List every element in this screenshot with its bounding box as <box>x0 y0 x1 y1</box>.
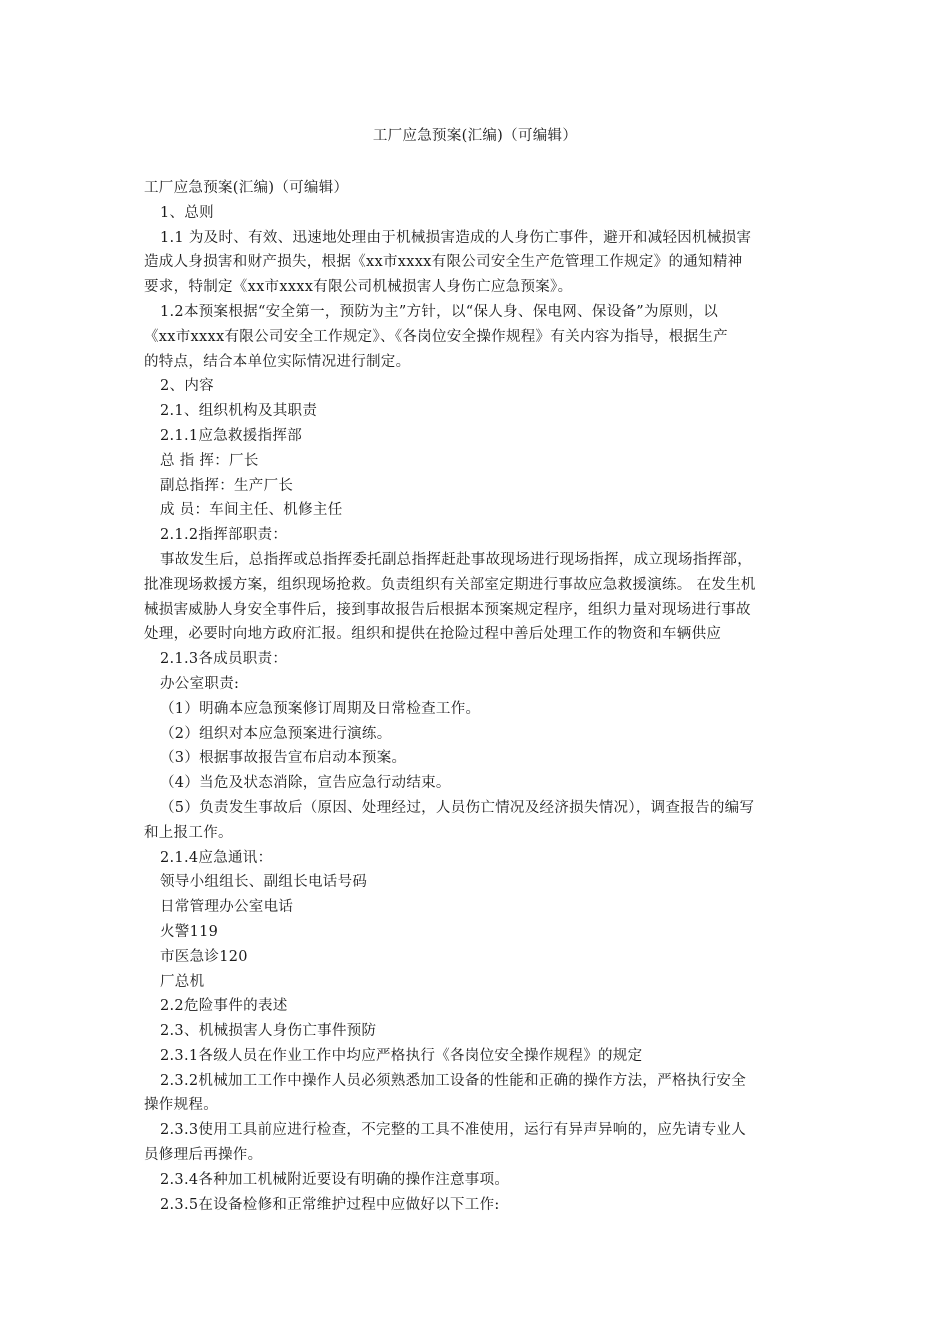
text-line: 副总指挥：生产厂长 <box>160 477 294 494</box>
text-line: 1.2本预案根据“安全第一，预防为主”方针，以“保人身、保电网、保设备”为原则，以 <box>160 303 719 320</box>
document-title: 工厂应急预案(汇编)（可编辑） <box>372 128 578 144</box>
text-line: 员修理后再操作。 <box>144 1147 263 1164</box>
text-line: 日常管理办公室电话 <box>160 899 294 916</box>
text-line: 2.3.2机械加工工作中操作人员必须熟悉加工设备的性能和正确的操作方法，严格执行安全 <box>160 1072 746 1089</box>
text-line: 处理，必要时向地方政府汇报。组织和提供在抢险过程中善后处理工作的物资和车辆供应 <box>144 626 722 643</box>
text-line: 2.3.5在设备检修和正常维护过程中应做好以下工作: <box>160 1196 500 1213</box>
text-line: 2.3.3使用工具前应进行检查，不完整的工具不准使用，运行有异声异响的，应先请专业人 <box>160 1122 746 1139</box>
text-line: 要求，特制定《xx市xxxx有限公司机械损害人身伤亡应急预案》。 <box>144 279 573 296</box>
text-line: 成 员：车间主任、机修主任 <box>160 502 343 519</box>
text-line: 厂总机 <box>160 973 205 990</box>
text-line: 事故发生后，总指挥或总指挥委托副总指挥赶赴事故现场进行现场指挥，成立现场指挥部， <box>160 551 752 568</box>
text-line: 造成人身损害和财产损失，根据《xx市xxxx有限公司安全生产危管理工作规定》的通知精神 <box>144 254 743 271</box>
text-line: 工厂应急预案(汇编)（可编辑） <box>144 180 349 196</box>
text-line: （4）当危及状态消除，宣告应急行动结束。 <box>160 775 451 792</box>
text-line: 2.3.1各级人员在作业工作中均应严格执行《各岗位安全操作规程》的规定 <box>160 1047 643 1064</box>
text-line: 操作规程。 <box>144 1097 218 1114</box>
text-line: 的特点，结合本单位实际情况进行制定。 <box>144 353 411 370</box>
text-line: 械损害威胁人身安全事件后，接到事故报告后根据本预案规定程序，组织力量对现场进行事故 <box>144 601 751 618</box>
text-line: 领导小组组长、副组长电话号码 <box>160 874 368 891</box>
text-line: 2.3、机械损害人身伤亡事件预防 <box>160 1023 377 1040</box>
text-line: 1.1 为及时、有效、迅速地处理由于机械损害造成的人身伤亡事件，避开和减轻因机械损害 <box>160 229 752 246</box>
text-line: （2）组织对本应急预案进行演练。 <box>160 725 392 742</box>
text-line: （1）明确本应急预案修订周期及日常检查工作。 <box>160 700 481 717</box>
text-line: 批准现场救援方案，组织现场抢救。负责组织有关部室定期进行事故应急救援演练。 在发生机 <box>144 576 756 593</box>
text-line: 办公室职责: <box>160 675 240 692</box>
text-line: （3）根据事故报告宣布启动本预案。 <box>160 750 407 767</box>
text-line: 2.2危险事件的表述 <box>160 998 288 1015</box>
text-line: 2.1.2指挥部职责： <box>160 527 288 544</box>
text-line: 2.1.3各成员职责： <box>160 651 288 668</box>
text-line: 2、内容 <box>160 378 214 395</box>
text-line: 市医急诊120 <box>160 948 248 965</box>
text-line: 和上报工作。 <box>144 824 233 841</box>
text-line: 火警119 <box>160 923 219 940</box>
text-line: （5）负责发生事故后（原因、处理经过，人员伤亡情况及经济损失情况），调查报告的编写 <box>160 799 755 816</box>
text-line: 总 指 挥：厂长 <box>160 452 259 469</box>
text-line: 2.1、组织机构及其职责 <box>160 403 318 420</box>
text-line: 1、总则 <box>160 204 214 221</box>
text-line: 2.1.4应急通讯： <box>160 849 273 866</box>
text-line: 2.1.1应急救援指挥部 <box>160 427 302 444</box>
text-line: 2.3.4各种加工机械附近要设有明确的操作注意事项。 <box>160 1171 510 1188</box>
document-body <box>144 176 808 1217</box>
text-line: 《xx市xxxx有限公司安全工作规定》、《各岗位安全操作规程》有关内容为指导，根据生产 <box>144 328 728 345</box>
